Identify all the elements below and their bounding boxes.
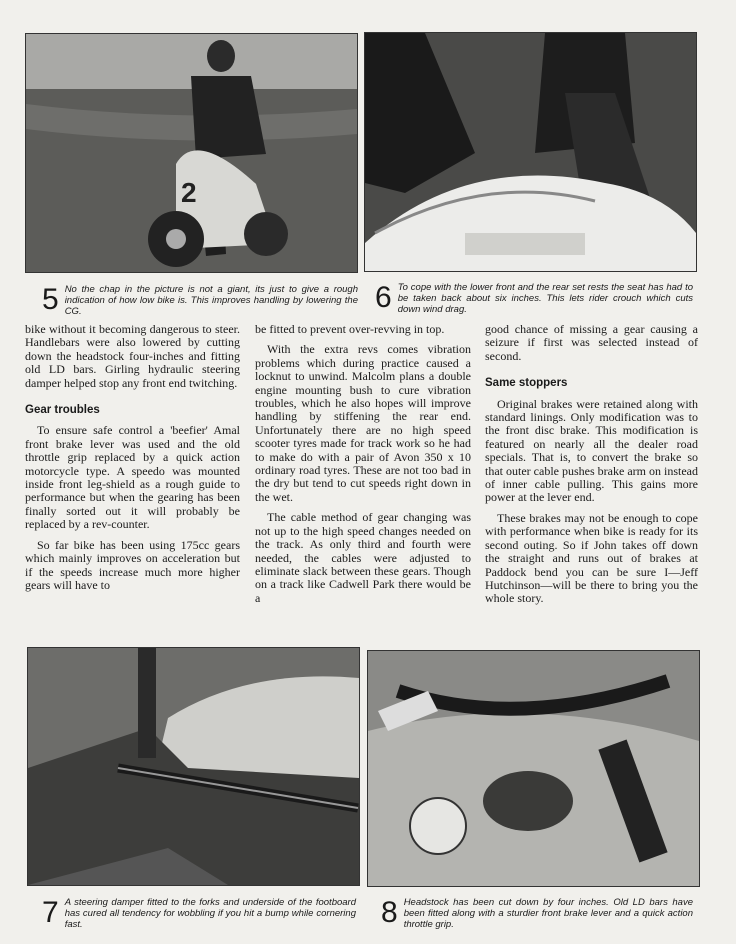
caption-5-number: 5: [42, 283, 59, 316]
article-column-3: [485, 323, 698, 613]
photo-8-headstock-bars: [367, 650, 700, 887]
caption-6: [375, 278, 693, 318]
photo-5-low-scooter: [25, 33, 358, 273]
svg-text:2: 2: [181, 177, 197, 208]
caption-8-number: 8: [381, 896, 398, 929]
col1-paragraph-1: bike without it becoming dangerous to steer. Handlebars were also lowered by cutting down the headstock four-inches and fitting old LD bars. Girling hydraulic steering damper helped stop any front end twitching.: [25, 322, 240, 390]
col2-paragraph-2: With the extra revs comes vibration problems which during practice caused a locknut to unwind. Malcolm plans a double engine mounting bush to cure vibration troubles, which he also hopes will improve handling by stiffening the rear end. Unfortunately there are no high speed scooter tyres made for track work so he had to make do with a pair of Avon 350 x 10 ordinary road tyres. These are not too bad in the dry but tend to cut speeds right down in the wet.: [255, 342, 471, 504]
photo-8-image: [368, 651, 699, 886]
photo-7-steering-damper: [27, 647, 360, 886]
col1-paragraph-2: To ensure safe control a 'beefier' Amal front brake lever was used and the old throttle grip replaced by a quick action motorcycle type. A speedo was mounted inside front leg-shield as a rough guide to performance but when the gearing has been finally sorted out it will probably be replaced by a rev-counter.: [25, 423, 240, 532]
caption-5-text: No the chap in the picture is not a giant, its just to give a rough indication of how low bike is. This improves handling by lowering the CG.: [64, 283, 358, 317]
photo-7-image: [28, 648, 359, 885]
article-column-1: [25, 323, 240, 599]
caption-8-text: Headstock has been cut down by four inches. Old LD bars have been fitted along with a sturdier front brake lever and a quick action throttle grip.: [403, 896, 693, 930]
col3-paragraph-2: Original brakes were retained along with standard linings. Only modification was to the front disc brake. This modification is featured on nearly all the dealer road specials. That is, to convert the brake so that outer cable pushes brake arm on instead of inner cable pulling. This gains more power at the lever end.: [485, 396, 698, 505]
col3-paragraph-3: These brakes may not be enough to cope with performance when bike is ready for its second outing. So if John takes off down the straight and runs out of brakes at Paddock bend you can be sure I—Jeff Hutchinson—will be there to bring you the whole story.: [485, 510, 698, 606]
caption-8: [381, 890, 693, 936]
photo-6-image: [365, 33, 696, 271]
caption-7: [42, 890, 356, 936]
article-column-2: [255, 323, 471, 612]
photo-6-rider-crouch: [364, 32, 697, 272]
col1-paragraph-3: So far bike has been using 175cc gears which mainly improves on acceleration but if the speeds increase much more higher gears will have to: [25, 537, 240, 592]
caption-5: [42, 278, 358, 322]
col3-paragraph-1: good chance of missing a gear causing a seizure if first was selected instead of second.: [485, 322, 698, 363]
photo-5-image: [26, 34, 357, 272]
subheading-same-stoppers: Same stoppers: [485, 377, 568, 390]
col2-paragraph-3: The cable method of gear changing was not up to the high speed changes needed on the track. As only third and fourth were needed, the cables were adjusted to eliminate slack between these gears. Though on a track like Cadwell Park there would be a: [255, 510, 471, 605]
caption-6-text: To cope with the lower front and the rear set rests the seat has had to be taken back about six inches. This lets rider crouch which cuts down wind drag.: [397, 281, 693, 315]
caption-7-number: 7: [42, 896, 59, 929]
col2-paragraph-1: be fitted to prevent over-revving in top.: [255, 322, 445, 336]
subheading-gear-troubles: Gear troubles: [25, 404, 100, 417]
caption-6-number: 6: [375, 281, 392, 314]
caption-7-text: A steering damper fitted to the forks and underside of the footboard has cured all tendency for wobbling if you hit a bump while cornering fast.: [64, 896, 356, 930]
